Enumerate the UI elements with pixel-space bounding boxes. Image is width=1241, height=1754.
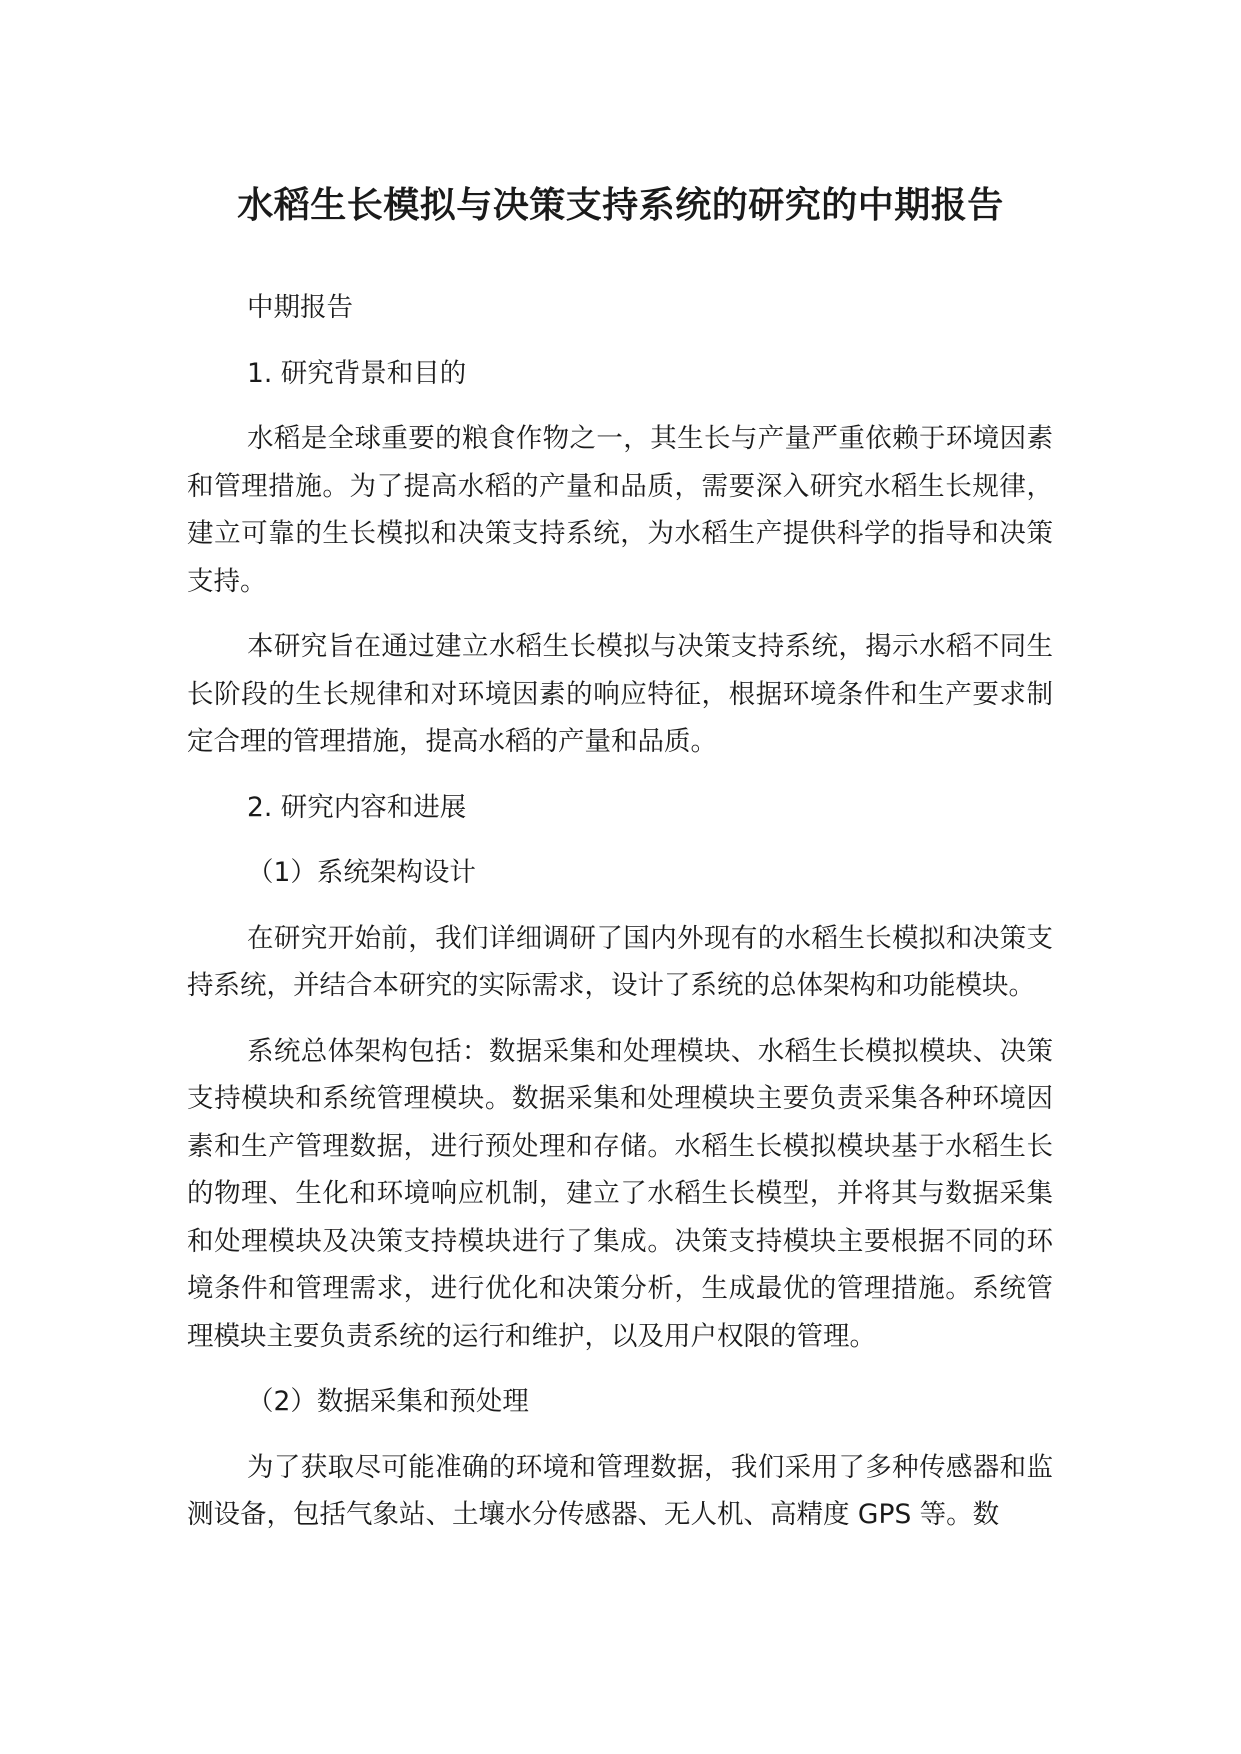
section-heading-1: 1. 研究背景和目的: [247, 357, 467, 389]
paragraph-data-collection: 为了获取尽可能准确的环境和管理数据，我们采用了多种传感器和监测设备，包括气象站、土壤水分传感器、无人机、高精度 GPS 等。数: [187, 1451, 1053, 1530]
subsection-heading-1: （1）系统架构设计: [247, 857, 476, 888]
paragraph-objective: 本研究旨在通过建立水稻生长模拟与决策支持系统，揭示水稻不同生长阶段的生长规律和对环境因素的响应特征，根据环境条件和生产要求制定合理的管理措施，提高水稻的产量和品质。: [187, 631, 1053, 757]
paragraph-architecture-detail: 系统总体架构包括：数据采集和处理模块、水稻生长模拟模块、决策支持模块和系统管理模块。数据采集和处理模块主要负责采集各种环境因素和生产管理数据，进行预处理和存储。水稻生长模拟模块基于水稻生长的物理、生化和环境响应机制，建立了水稻生长模型，并将其与数据采集和处理模块及决策支持模块进行了集成。决策支持模块主要根据不同的环境条件和管理需求，进行优化和决策分析，生成最优的管理措施。系统管理模块主要负责系统的运行和维护，以及用户权限的管理。: [187, 1035, 1053, 1352]
section-heading-2: 2. 研究内容和进展: [247, 791, 467, 823]
report-label: 中期报告: [247, 292, 353, 323]
paragraph-background: 水稻是全球重要的粮食作物之一，其生长与产量严重依赖于环境因素和管理措施。为了提高水稻的产量和品质，需要深入研究水稻生长规律，建立可靠的生长模拟和决策支持系统，为水稻生产提供科学的指导和决策支持。: [187, 423, 1053, 597]
document-title: 水稻生长模拟与决策支持系统的研究的中期报告: [237, 185, 1004, 226]
paragraph-architecture-intro: 在研究开始前，我们详细调研了国内外现有的水稻生长模拟和决策支持系统，并结合本研究的实际需求，设计了系统的总体架构和功能模块。: [187, 922, 1053, 1001]
document-body: [187, 284, 1053, 1539]
subsection-heading-2: （2）数据采集和预处理: [247, 1386, 529, 1417]
